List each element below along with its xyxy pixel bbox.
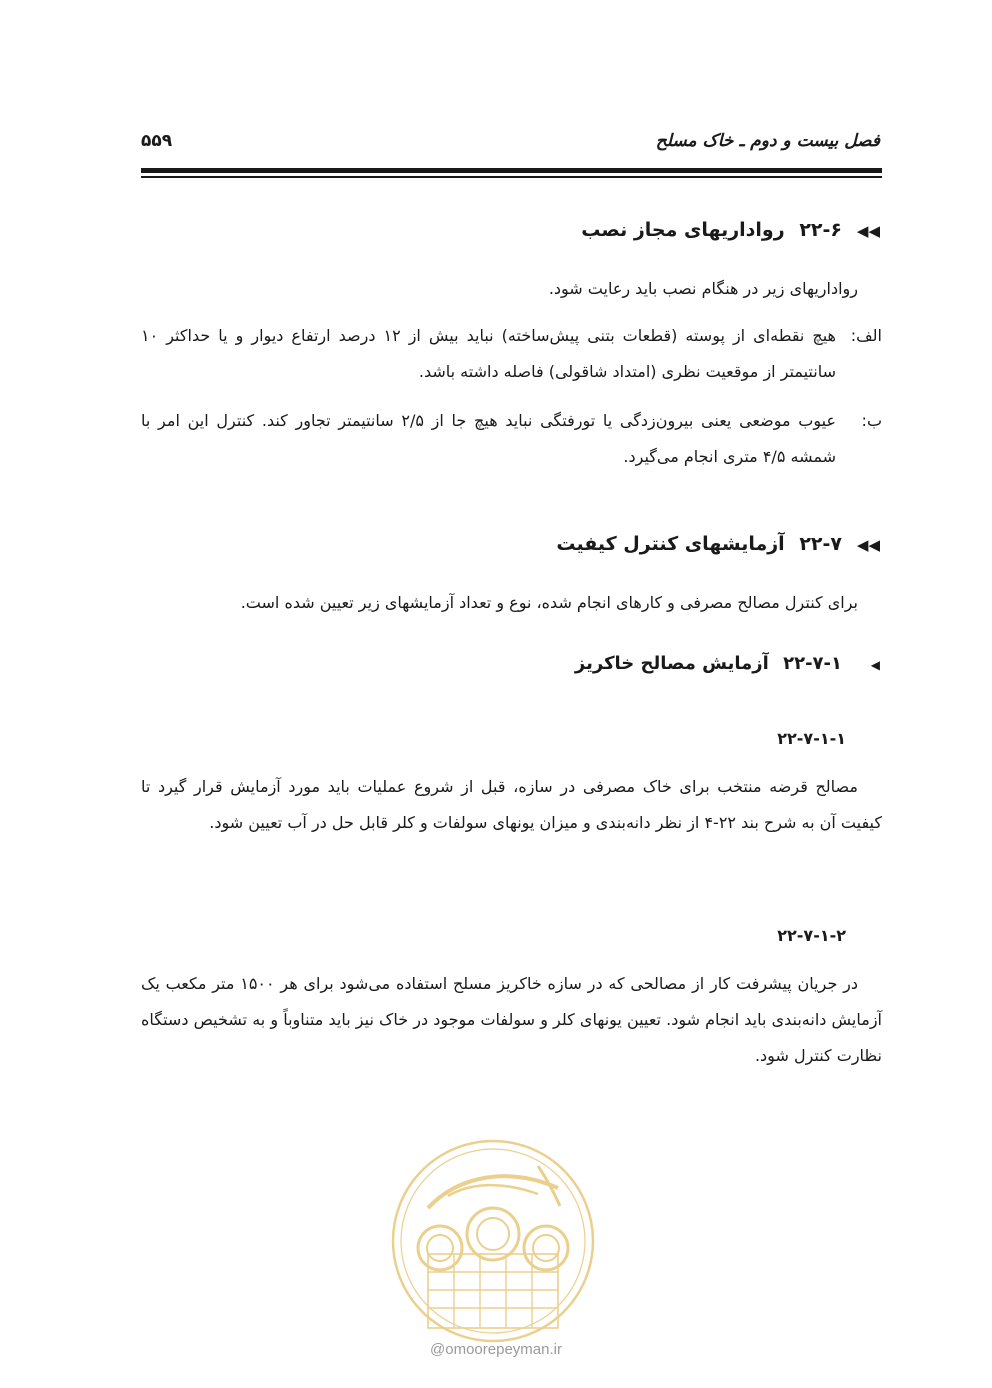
watermark-url: @omoorepeyman.ir [430, 1341, 562, 1358]
section-heading-22-6 [581, 219, 880, 241]
section-number: ۲۲-۷ [799, 533, 842, 555]
list-item-label: ب: [861, 411, 882, 430]
clause-number: ۲۲-۷-۱-۱ [777, 729, 846, 748]
double-arrow-icon: ◀◀ [856, 222, 880, 240]
header-rule-thick [141, 168, 882, 173]
section-intro: رواداریهای زیر در هنگام نصب باید رعایت شود. [548, 279, 858, 298]
subsection-title: آزمایش مصالح خاکریز [574, 653, 769, 674]
double-arrow-icon: ◀◀ [856, 536, 880, 554]
subsection-heading [575, 653, 880, 674]
list-item-text: هیچ نقطه‌ای از پوسته (قطعات بتنی پیش‌ساخته) نباید بیش از ۱۲ درصد ارتفاع دیوار و یا حداکثر ۱۰ سانتیمتر از موقعیت نظری (امتداد شاقولی) فاصله داشته باشد. [141, 326, 836, 381]
clause-text: مصالح قرضه منتخب برای خاک مصرفی در سازه، قبل از شروع عملیات باید مورد آزمایش قرار گیرد تا کیفیت آن به شرح بند ۲۲-۴ از نظر دانه‌بندی و میزان یونهای سولفات و کلر قابل حل در آب تعیین شود. [141, 777, 882, 832]
arrow-icon: ◀ [870, 658, 880, 672]
section-heading-22-7 [556, 533, 880, 555]
list-item [141, 318, 882, 390]
section-number: ۲۲-۶ [799, 219, 842, 241]
list-item [141, 403, 882, 475]
chapter-title: فصل بیست و دوم ـ خاک مسلح [655, 131, 880, 151]
clause-text: در جریان پیشرفت کار از مصالحی که در سازه خاکریز مسلح استفاده می‌شود برای هر ۱۵۰۰ متر مکعب یک آزمایش دانه‌بندی باید انجام شود. تعیین یونهای کلر و سولفات موجود در خاک نیز باید متناوباً و به تشخیص دستگاه نظارت کنترل شود. [141, 974, 882, 1065]
watermark-logo [388, 1136, 598, 1346]
list-item-text: عیوب موضعی یعنی بیرون‌زدگی یا تورفتگی نباید هیچ جا از ۲/۵ سانتیمتر تجاور کند. کنترل این امر با شمشه ۴/۵ متری انجام می‌گیرد. [141, 411, 836, 466]
page-number: ۵۵۹ [141, 131, 173, 151]
section-title: آزمایشهای کنترل کیفیت [556, 533, 785, 555]
clause-number: ۲۲-۷-۱-۲ [777, 926, 846, 945]
subsection-number: ۲۲-۷-۱ [783, 653, 842, 674]
header-rule-thin [141, 176, 882, 178]
list-item-label: الف: [850, 326, 882, 345]
section-intro: برای کنترل مصالح مصرفی و کارهای انجام شده، نوع و تعداد آزمایشهای زیر تعیین شده است. [240, 593, 858, 612]
section-title: رواداریهای مجاز نصب [581, 219, 785, 241]
